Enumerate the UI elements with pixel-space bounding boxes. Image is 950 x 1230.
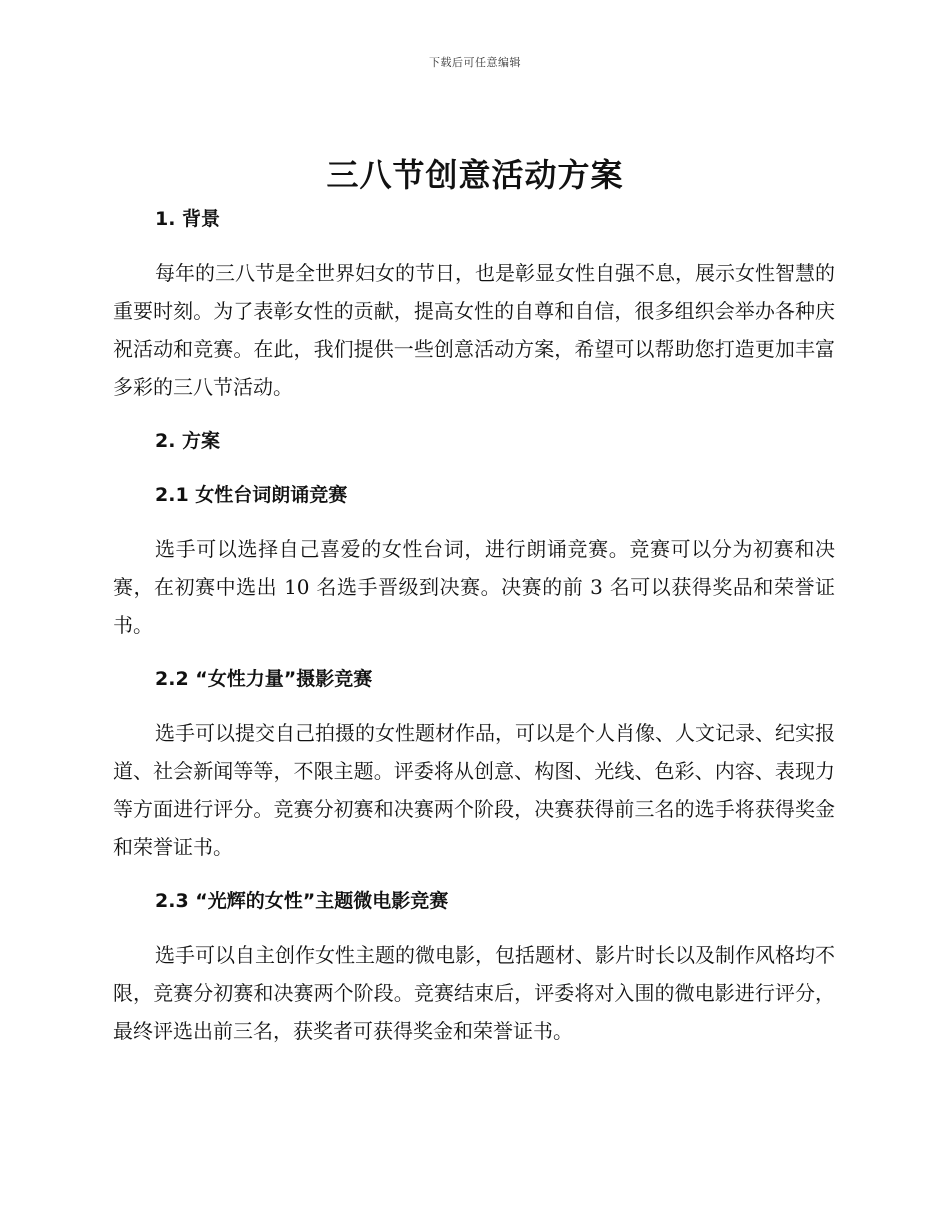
document-body bbox=[113, 200, 835, 1050]
section-heading-microfilm-contest: 2.3 “光辉的女性”主题微电影竞赛 bbox=[155, 890, 449, 912]
document-title: 三八节创意活动方案 bbox=[326, 156, 624, 194]
section-paragraph-microfilm-contest: 选手可以自主创作女性主题的微电影，包括题材、影片时长以及制作风格均不限，竞赛分初赛和决赛两个阶段。竞赛结束后，评委将对入围的微电影进行评分，最终评选出前三名，获奖者可获得奖金和荣誉证书。 bbox=[113, 943, 835, 1043]
section-heading-background: 1. 背景 bbox=[155, 208, 221, 230]
section-heading-recitation-contest: 2.1 女性台词朗诵竞赛 bbox=[155, 484, 348, 506]
section-paragraph-background: 每年的三八节是全世界妇女的节日，也是彰显女性自强不息，展示女性智慧的重要时刻。为了表彰女性的贡献，提高女性的自尊和自信，很多组织会举办各种庆祝活动和竞赛。在此，我们提供一些创意活动方案，希望可以帮助您打造更加丰富多彩的三八节活动。 bbox=[113, 261, 835, 399]
section-heading-photography-contest: 2.2 “女性力量”摄影竞赛 bbox=[155, 668, 373, 690]
section-paragraph-photography-contest: 选手可以提交自己拍摄的女性题材作品，可以是个人肖像、人文记录、纪实报道、社会新闻等等，不限主题。评委将从创意、构图、光线、色彩、内容、表现力等方面进行评分。竞赛分初赛和决赛两个阶段，决赛获得前三名的选手将获得奖金和荣誉证书。 bbox=[113, 721, 835, 859]
page-header-note: 下载后可任意编辑 bbox=[429, 56, 521, 69]
section-paragraph-recitation-contest: 选手可以选择自己喜爱的女性台词，进行朗诵竞赛。竞赛可以分为初赛和决赛，在初赛中选出 10 名选手晋级到决赛。决赛的前 3 名可以获得奖品和荣誉证书。 bbox=[113, 537, 835, 637]
section-heading-plan: 2. 方案 bbox=[155, 430, 221, 452]
